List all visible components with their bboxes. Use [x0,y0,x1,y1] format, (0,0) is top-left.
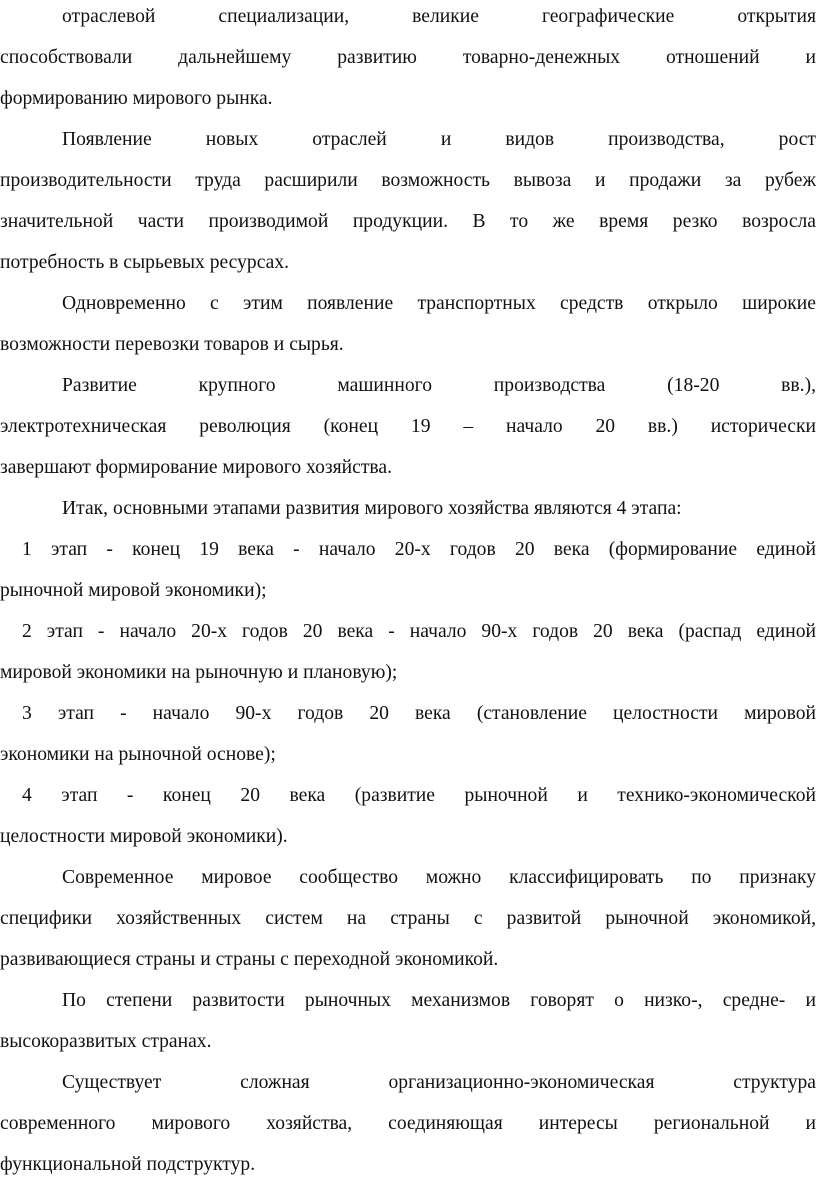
paragraph-classification [0,857,816,980]
text-line: развивающиеся страны и страны с переходной экономикой. [0,949,499,970]
text-line: производительности труда расширили возможность вывоза и продажи за рубеж [0,170,816,191]
paragraph-stages-intro [0,488,816,529]
paragraph-transport [0,283,816,365]
paragraph-machine-production [0,365,816,488]
text-line: Существует сложная организационно-экономическая структура [62,1072,816,1093]
text-line: потребность в сырьевых ресурсах. [0,252,290,273]
text-line: Итак, основными этапами развития мирового хозяйства являются 4 этапа: [62,498,682,519]
text-line: возможности перевозки товаров и сырья. [0,334,344,355]
text-line: рыночной мировой экономики); [0,580,267,601]
text-line: формированию мирового рынка. [0,88,273,109]
paragraph-continuation [0,0,816,119]
text-line: современного мирового хозяйства, соединяющая интересы региональной и [0,1113,816,1134]
text-line: функциональной подструктур. [0,1154,256,1175]
text-line: завершают формирование мирового хозяйства. [0,457,392,478]
text-line: значительной части производимой продукции. В то же время резко возросла [0,211,816,232]
stage-4 [0,775,816,857]
text-line: отраслевой специализации, великие географические открытия [62,6,816,27]
stage-3 [0,693,816,775]
text-line: высокоразвитых странах. [0,1031,212,1052]
text-line: Современное мировое сообщество можно классифицировать по признаку [62,867,816,888]
paragraph-new-branches [0,119,816,283]
text-line: 1 этап - конец 19 века - начало 20-х годов 20 века (формирование единой [22,539,816,560]
text-line: 4 этап - конец 20 века (развитие рыночной и технико-экономической [22,785,816,806]
stage-2 [0,611,816,693]
text-line: 2 этап - начало 20-х годов 20 века - начало 90-х годов 20 века (распад единой [22,621,816,642]
text-line: электротехническая революция (конец 19 – начало 20 вв.) исторически [0,416,816,437]
text-line: специфики хозяйственных систем на страны с развитой рыночной экономикой, [0,908,816,929]
text-line: способствовали дальнейшему развитию товарно-денежных отношений и [0,47,816,68]
text-line: Развитие крупного машинного производства (18-20 вв.), [62,375,816,396]
text-line: мировой экономики на рыночную и плановую); [0,662,398,683]
text-line: экономики на рыночной основе); [0,744,276,765]
paragraph-development-level [0,980,816,1062]
text-line: Появление новых отраслей и видов производства, рост [62,129,816,150]
text-line: целостности мировой экономики). [0,826,288,847]
text-line: По степени развитости рыночных механизмов говорят о низко-, средне- и [62,990,816,1011]
text-line: Одновременно с этим появление транспортных средств открыло широкие [62,293,816,314]
text-line: 3 этап - начало 90-х годов 20 века (становление целостности мировой [22,703,816,724]
stage-1 [0,529,816,611]
paragraph-structure [0,1062,816,1185]
